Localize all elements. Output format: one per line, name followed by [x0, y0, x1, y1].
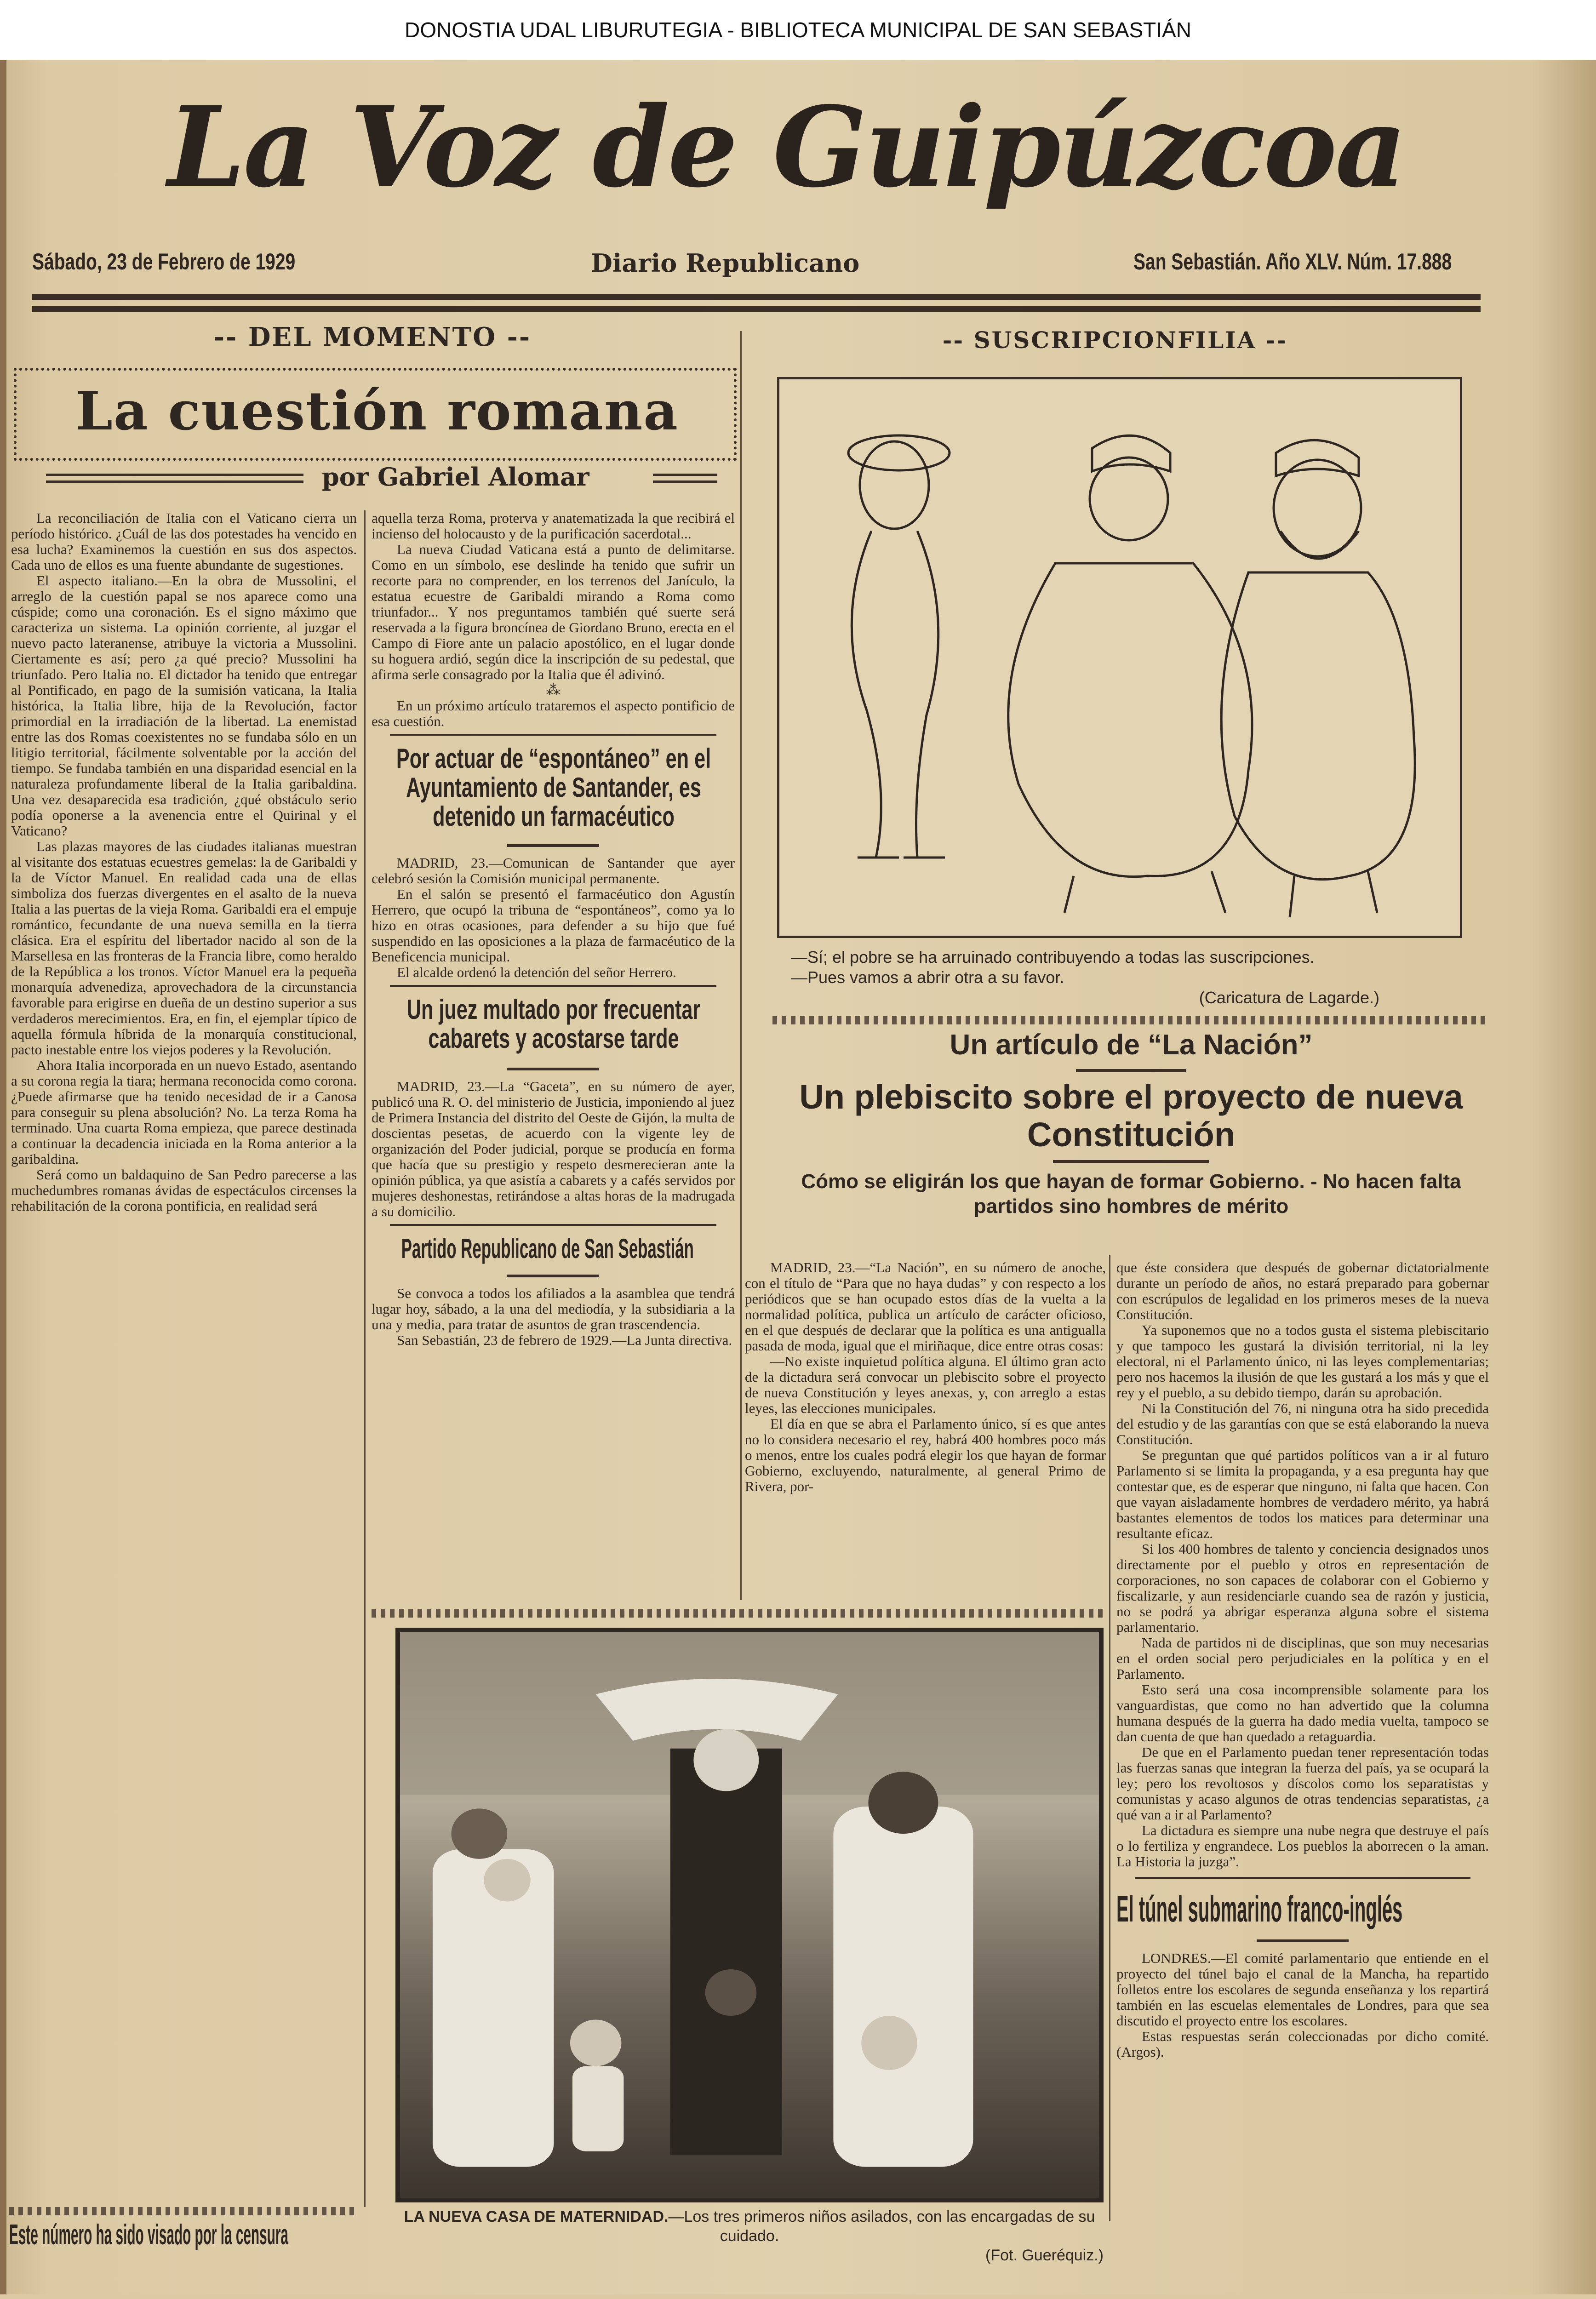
divider-wavy [372, 1609, 1107, 1618]
short-rule [507, 1275, 599, 1277]
paragraph: Ya suponemos que no a todos gusta el sistema plebiscitario y que tampoco les gustará la división territorial, ni la ley electoral, ni el Parlamento único, ni las leyes complementarias; pero nos hacemos la ilusión de que les gustará a los más y que el rey y el pueblo, a su debido tiempo, darán su aprobación. [1116, 1322, 1489, 1401]
kicker-la-nacion: Un artículo de “La Nación” [950, 1029, 1313, 1061]
paragraph: Se convoca a todos los afiliados a la asamblea que tendrá lugar hoy, sábado, a la una del mediodía, y la subsidiaria a la una y media, para tratar de asuntos de gran trascendencia. [372, 1285, 735, 1333]
paragraph: que éste considera que después de gobernar dictatorialmente durante un período de años, no estará preparado para gobernar con escrúpulos de legalidad en los primeros meses de la nueva Constitución. [1116, 1259, 1489, 1322]
paragraph: LONDRES.—El comité parlamentario que entiende en el proyecto del túnel bajo el canal de la Mancha, ha repartido folletos entre los escolares de segunda enseñanza y los repartirá también en las escuelas elementales de Londres, para que sea discutido el proyecto entre los escolares. [1116, 1950, 1489, 2029]
cartoon-figure-bearded-man [1221, 440, 1415, 917]
paragraph: Será como un baldaquino de San Pedro parecerse a las muchedumbres romanas ávidas de espectáculos circenses la rehabilitación de la corona pontificia, en realidad será [11, 1167, 357, 1214]
headline-tunel: El túnel submarino franco-inglés [1116, 1888, 1403, 1929]
headline-partido-republicano: Partido Republicano de San Sebastián [401, 1233, 694, 1264]
paragraph: La reconciliación de Italia con el Vaticano cierra un período histórico. ¿Cuál de las dos potestades ha vencido en esa lucha? Examinemos la cuestión en sus dos aspectos. Cada uno de ellos es una fuente abundante de sugestiones. [11, 510, 357, 573]
short-rule [507, 1068, 599, 1070]
article-cuestion-romana-col1 [11, 510, 357, 1214]
paragraph: Ni la Constitución del 76, ni ninguna otra ha sido precedida del estudio y de las garantías con que se está elaborando la nueva Constitución. [1116, 1400, 1489, 1447]
paragraph: De que en el Parlamento puedan tener representación todas las fuerzas sanas que integran la fuerza del país, ya se ocupará la ley; pero los revoltosos y díscolos como los separatistas y comunistas y acaso algunos de otras tendencias separatistas, ¿a qué van a ir al Parlamento? [1116, 1744, 1489, 1823]
paragraph: MADRID, 23.—Comunican de Santander que ayer celebró sesión la Comisión municipal permanente. [372, 855, 735, 886]
page-edge [0, 60, 6, 2294]
headline-plebiscito: Un plebiscito sobre el proyecto de nueva Constitución [799, 1078, 1463, 1154]
section-del-momento: -- DEL MOMENTO -- [213, 322, 532, 352]
short-rule [1257, 1939, 1349, 1942]
ornamental-rule [1135, 1877, 1470, 1882]
short-rule [507, 844, 599, 847]
paragraph: El aspecto italiano.—En la obra de Mussolini, el arreglo de la cuestión papal se nos aparece como una cúspide; como una coronación. Es el signo máximo que caracteriza un sistema. La opinión corriente, al juzgar el nuevo pacto lateranense, atribuye la victoria a Mussolini. Ciertamente es así; pero ¿a qué precio? Mussolini ha triunfado. Pero Italia no. El dictador ha tenido que entregar al Pontificado, en pago de la sumisión vaticana, la Italia histórica, la Italia libre, hija de la Revolución, factor primordial en la irradiación de la libertad. La enemistad entre las dos Romas coexistentes no se fundaba sólo en un litigio territorial, fácilmente solventable por la acción del tiempo. Se fundaba también en una disparidad esencial en la naturaleza profundamente liberal de la Italia garibaldina. Una vez desaparecida esa tradición, ¿qué obstáculo serio podía oponerse a la avenencia entre el Quirinal y el Vaticano? [11, 572, 357, 839]
short-rule [1076, 1069, 1186, 1072]
paragraph: Esto será una cosa incomprensible solamente para los vanguardistas, que como no han advertido que la columna humana después de la guerra ha dado media vuelta, tampoco se dan cuenta de que han quedado a retaguardia. [1116, 1681, 1489, 1744]
cartoon-credit: (Caricatura de Lagarde.) [1199, 988, 1379, 1007]
headline-cuestion-romana: La cuestión romana [75, 380, 679, 442]
article-plebiscito-col1 [745, 1260, 1106, 1494]
masthead-issue: San Sebastián. Año XLV. Núm. 17.888 [1133, 249, 1452, 275]
byline: por Gabriel Alomar [322, 462, 589, 492]
photo-credit: (Fot. Gueréquiz.) [985, 2247, 1104, 2264]
cartoon [777, 377, 1462, 938]
paragraph: La dictadura es siempre una nube negra que destruye el país o lo fertiliza y engrandece. Los pueblos la aborrecen o la aman. La Historia la juzga”. [1116, 1822, 1489, 1870]
child-center [705, 1969, 756, 2016]
masthead-title: La Voz de Guipúzcoa [167, 82, 1405, 212]
byline-rule [653, 474, 717, 483]
paragraph: La nueva Ciudad Vaticana está a punto de delimitarse. Como en un símbolo, ese deslinde ha tenido que sufrir un recorte para no comprender, en los terrenos del Janículo, la estatua ecuestre de Garibaldi mirando a Roma como triunfador... Y nos preguntamos también qué suerte será reservada a la figura broncínea de Giordano Bruno, erecta en el Campo di Fiore ante un palacio apostólico, en el lugar donde su hoguera ardió, según dice la inscripción de su pedestal, que afirma serle consagrado por la Italia que él adivinó. [372, 541, 735, 682]
asterism: ⁂ [546, 682, 561, 698]
censorship-notice: Este número ha sido visado por la censura [9, 2219, 288, 2251]
child-right [861, 2016, 917, 2070]
paragraph: Nada de partidos ni de disciplinas, que son muy necesarias en el orden social pero perjudiciales en la política y en el Parlamento. [1116, 1635, 1489, 1682]
headline-santander: Por actuar de “espontáneo” en el Ayuntamiento de Santander, es detenido un farmacéutico [396, 743, 711, 832]
paragraph: San Sebastián, 23 de febrero de 1929.—La Junta directiva. [397, 1332, 732, 1348]
masthead-date: Sábado, 23 de Febrero de 1929 [32, 249, 296, 275]
cartoon-dialogue-line-2: —Pues vamos a abrir otra a su favor. [791, 968, 1064, 987]
byline-rule [46, 474, 303, 483]
article-santander [372, 855, 735, 980]
paragraph: El día en que se abra el Parlamento único, sí es que antes no lo considera necesario el rey, habrá 400 hombres poco más o menos, entre los cuales podrá elegir los que hayan de formar Gobierno, excluyendo, naturalmente, al general Primo de Rivera, por- [745, 1416, 1106, 1494]
paragraph: Si los 400 hombres de talento y conciencia designados unos directamente por el pueblo y otros en representación de corporaciones, no son capaces de colaborar con el Gobierno y fiscalizarle, y aun residenciarle cuando sea de razón y justicia, no se podrá ya abrigar esperanza alguna sobre el sistema parlamentario. [1116, 1541, 1489, 1635]
article-juez [372, 1079, 735, 1219]
article-partido-republicano [372, 1286, 735, 1348]
library-banner: DONOSTIA UDAL LIBURUTEGIA - BIBLIOTECA MUNICIPAL DE SAN SEBASTIÁN [0, 0, 1596, 60]
baby-left [484, 1859, 530, 1902]
article-cuestion-romana-col2 [372, 510, 735, 729]
paragraph: Ahora Italia incorporada en un nuevo Estado, asentando a su corona regia la tiara; hermana reconocida como corona. ¿Puede afirmarse que ha tenido necesidad de ir a Canosa para conseguir su plena absolución? No. La terza Roma ha terminado. Una cuarta Roma empieza, que parece destinada a continuar la decadencia iniciada en la Roma anterior a la garibaldina. [11, 1057, 357, 1167]
paragraph: MADRID, 23.—“La Nación”, en su número de anoche, con el título de “Para que no haya dudas” y con respecto a los periódicos que se han ocupado estos días de la vuelta a la normalidad política, publica un artículo de carácter oficioso, en el que después de declarar que la política es una antigualla pasada de moda, igual que el miriñaque, dice entre otras cosas: [745, 1259, 1106, 1354]
column-divider [740, 331, 742, 1600]
ornamental-rule [390, 734, 716, 739]
section-suscripcionfilia: -- SUSCRIPCIONFILIA -- [942, 326, 1288, 354]
paragraph: Estas respuestas serán coleccionadas por dicho comité. (Argos). [1116, 2028, 1489, 2060]
paragraph: En el salón se presentó el farmacéutico don Agustín Herrero, que ocupó la tribuna de “espontáneos”, como ya lo hizo en otras ocasiones, para defender a su hijo que fué suspendido en las oposiciones a la plaza de farmacéutico de la Beneficencia municipal. [372, 886, 735, 965]
paragraph: Las plazas mayores de las ciudades italianas muestran al visitante dos estatuas ecuestres gemelas: la de Garibaldi y la de Víctor Manuel. En realidad cada una de ellas simboliza dos fuerzas divergentes en el asalto de la nueva Italia a las puertas de la vieja Roma. Garibaldi era el empuje romántico, fecundante de una nueva semilla en la tierra clásica. Era el espíritu del libertador nacido al son de la Marsellesa en las fronteras de la Francia libre, como heraldo de la República a los tronos. Víctor Manuel era la pequeña monarquía advenediza, aprovechadora de la circunstancia favorable para erigirse en dueña de un destino superior a sus verdaderos merecimientos. Era, en fin, el ejemplar típico de aquella fórmula híbrida de la monarquía constitucional, pacto inestable entre los viejos poderes y la Revolución. [11, 838, 357, 1058]
nun-figure [670, 1749, 782, 2156]
paragraph: Se preguntan que qué partidos políticos van a ir al futuro Parlamento si se limita la propaganda, y a esa pregunta hay que contestar que, es de esperar que ninguno, ni falta que hacen. Con que vayan aisladamente hombres de verdadero mérito, ya habrá bastantes elementos de todos los matices para determinar una resultante eficaz. [1116, 1447, 1489, 1541]
divider-wavy [9, 2207, 359, 2215]
paragraph: En un próximo artículo trataremos el aspecto pontificio de esa cuestión. [372, 698, 735, 729]
nurse-right [833, 1807, 973, 2167]
photo-maternidad [395, 1628, 1104, 2202]
cartoon-figure-fat-man [1008, 435, 1252, 913]
divider-wavy [772, 1016, 1490, 1024]
masthead-subtitle: Diario Republicano [591, 248, 860, 278]
cartoon-figure-thin-man [848, 435, 950, 858]
child-left [570, 2019, 621, 2066]
article-plebiscito-col2 [1116, 1260, 1489, 1870]
photo-caption-title: LA NUEVA CASA DE MATERNIDAD. [404, 2208, 669, 2225]
column-divider [1109, 1255, 1110, 2221]
deck-plebiscito: Cómo se eligirán los que hayan de formar Gobierno. - No hacen falta partidos sino hombres de mérito [801, 1170, 1461, 1218]
paragraph: —No existe inquietud política alguna. El último gran acto de la dictadura será convocar un plebiscito sobre el proyecto de nueva Constitución y leyes anexas, y, con arreglo a estas leyes, las elecciones municipales. [745, 1353, 1106, 1416]
article-tunel [1116, 1950, 1489, 2060]
headline-juez: Un juez multado por frecuentar cabarets y acostarse tarde [406, 994, 701, 1054]
paragraph: El alcalde ordenó la detención del señor Herrero. [397, 964, 676, 980]
ornamental-rule [390, 985, 716, 990]
paragraph: aquella terza Roma, proterva y anatematizada la que recibirá el incienso del holocausto y de la purificación sacerdotal... [372, 510, 735, 542]
short-rule [1053, 1160, 1209, 1163]
masthead-double-rule [32, 294, 1481, 312]
cartoon-dialogue-line-1: —Sí; el pobre se ha arruinado contribuyendo a todas las suscripciones. [791, 948, 1315, 966]
photo-figures [400, 1632, 1099, 2198]
cartoon-drawing [779, 379, 1460, 936]
column-divider [364, 510, 366, 2207]
ornamental-rule [390, 1224, 716, 1230]
photo-caption-text: —Los tres primeros niños asilados, con las encargadas de su cuidado. [668, 2208, 1095, 2245]
paragraph: MADRID, 23.—La “Gaceta”, en su número de ayer, publicó una R. O. del ministerio de Justicia, imponiendo al juez de Primera Instancia del distrito del Oeste de Gijón, la multa de doscientas pesetas, de acuerdo con la vigente ley de organización del Poder judicial, porque se producía en forma que hacía que su prestigio y respeto desmerecieran ante la opinión pública, ya que asistía a cabarets y a cafés servidos por mujeres deshonestas, retirándose a altas horas de la madrugada a su domicilio. [372, 1078, 735, 1219]
